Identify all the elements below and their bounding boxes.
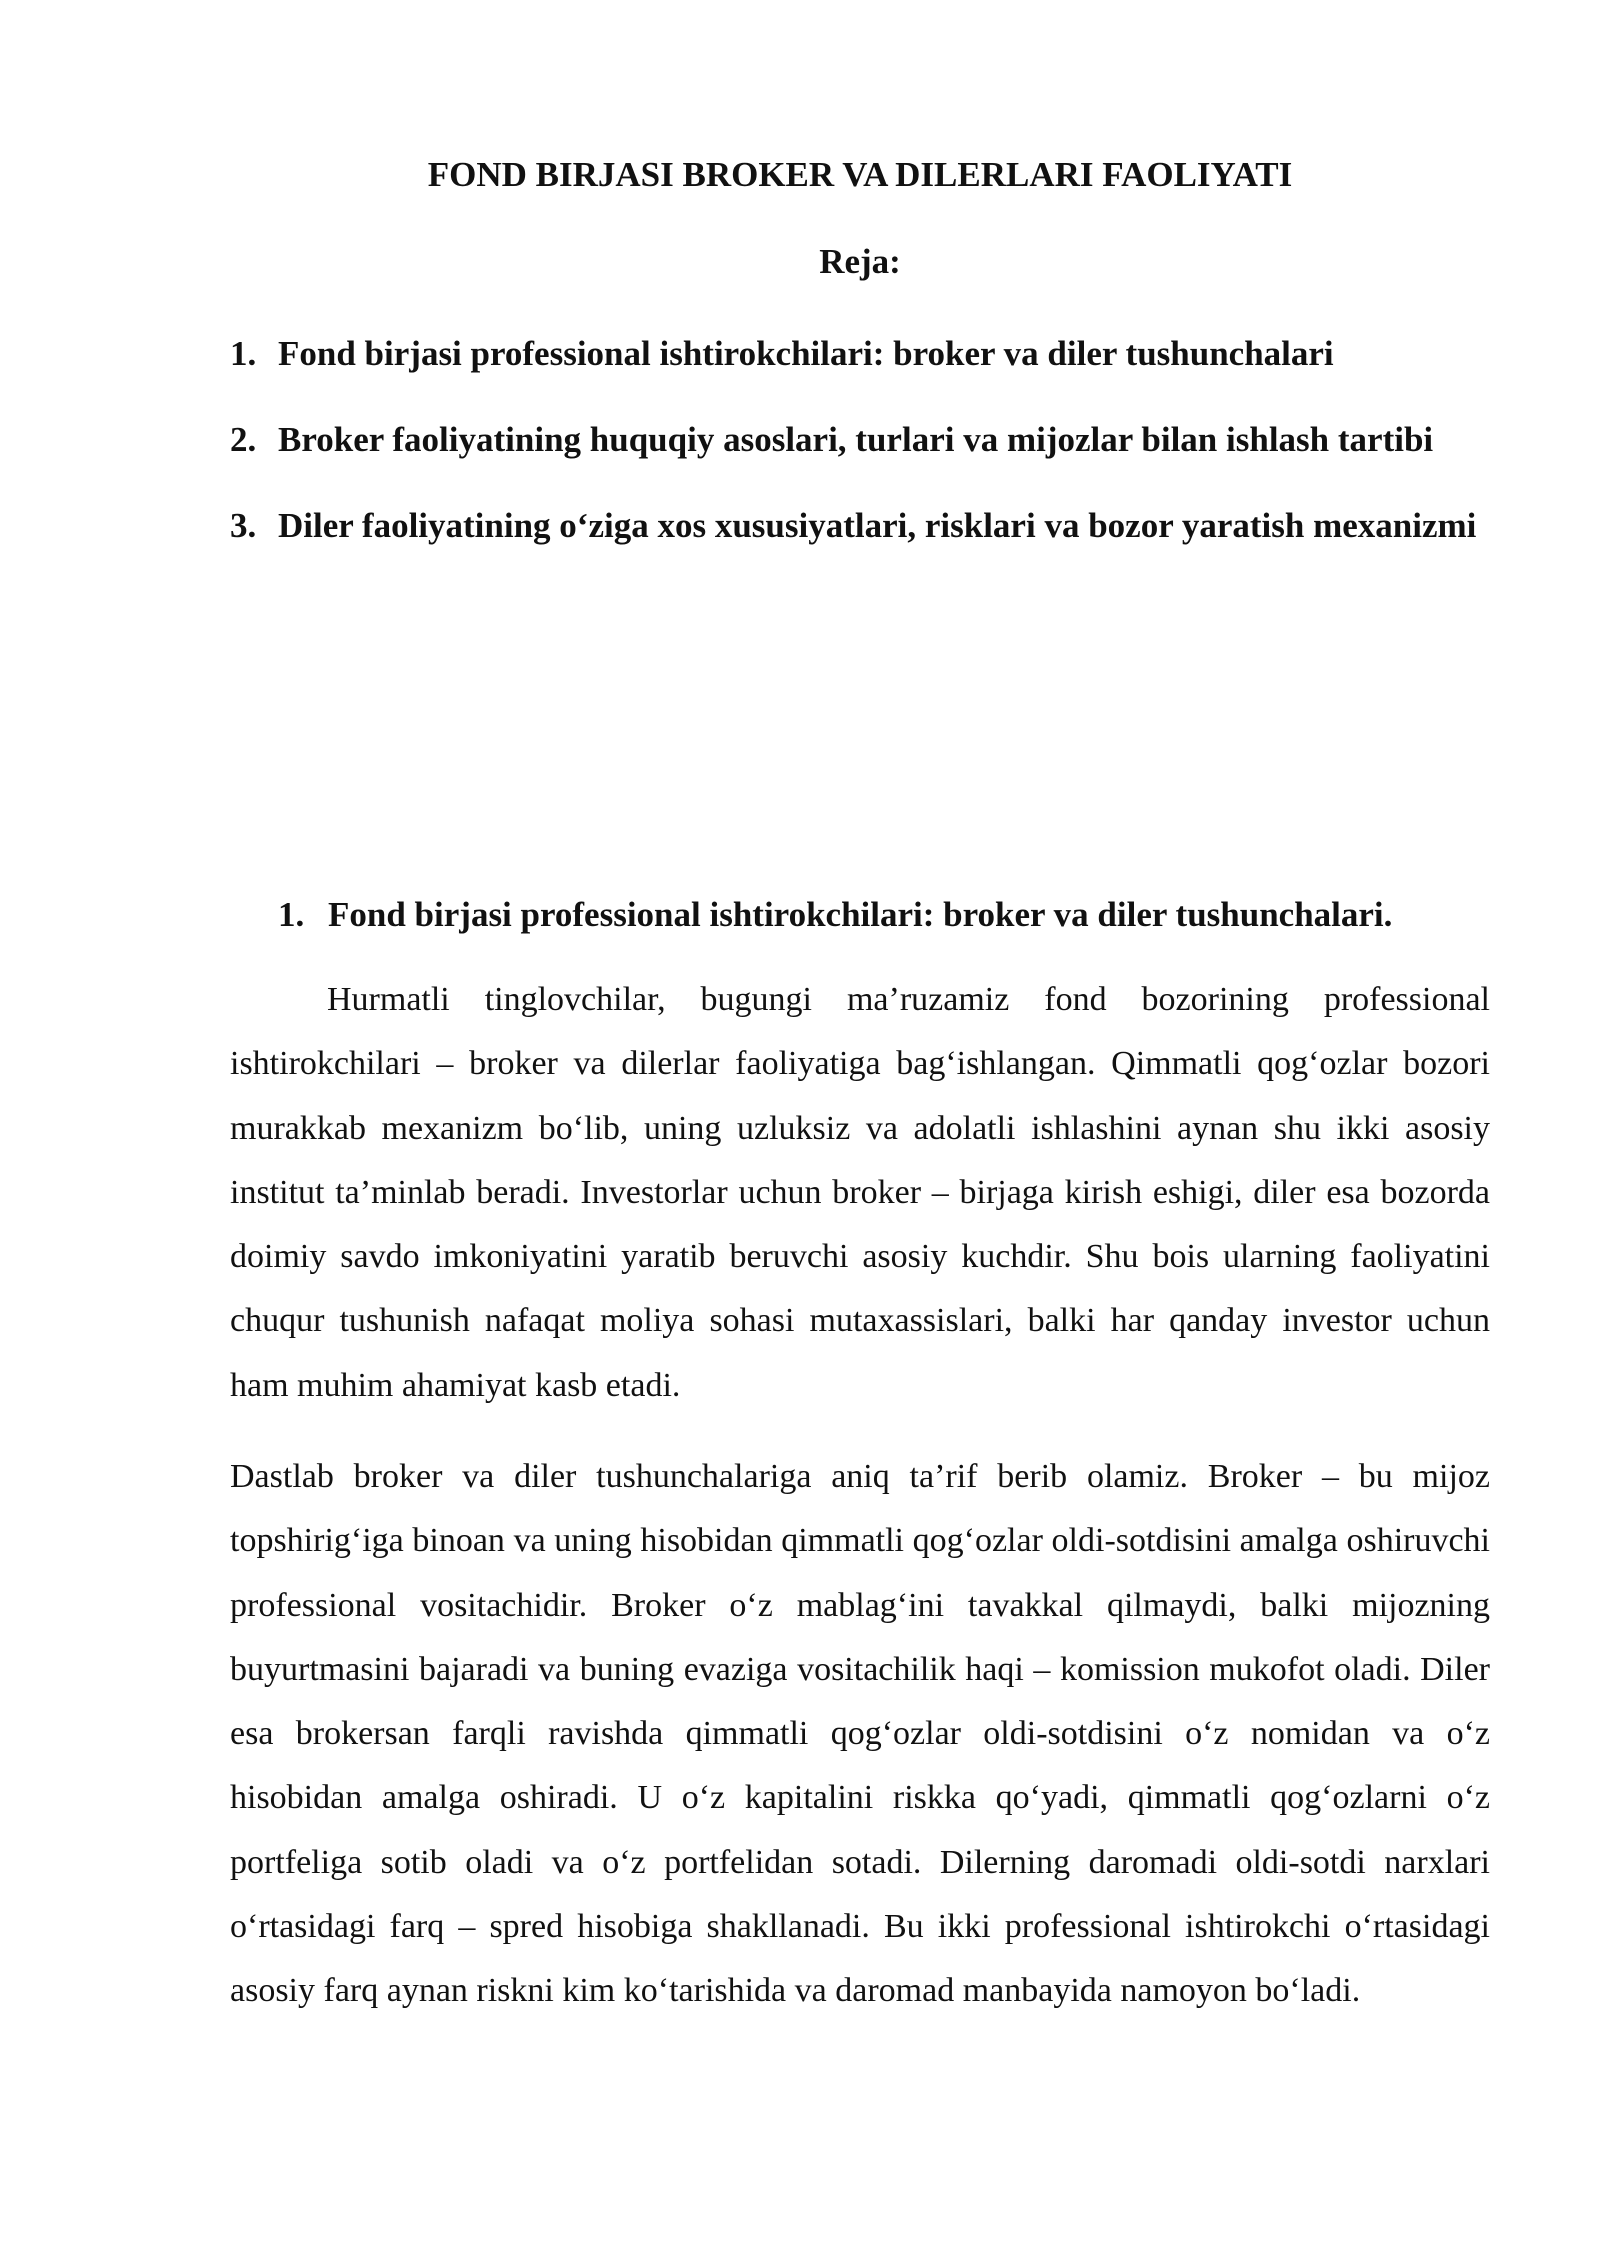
section-number: 1. <box>278 895 305 934</box>
plan-item-number: 3. <box>230 506 257 545</box>
plan-heading: Reja: <box>819 242 901 281</box>
plan-item-text: Diler faoliyatining o‘ziga xos xususiyatlari, risklari va bozor yaratish mexanizmi <box>278 506 1477 545</box>
plan-item-number: 2. <box>230 420 257 459</box>
section-title: Fond birjasi professional ishtirokchilari: broker va diler tushunchalari. <box>328 895 1393 934</box>
document-title: FOND BIRJASI BROKER VA DILERLARI FAOLIYATI <box>427 155 1293 194</box>
plan-item <box>230 494 1490 558</box>
plan-item-number: 1. <box>230 334 257 373</box>
plan-item <box>230 322 1490 386</box>
body-paragraph: Hurmatli tinglovchilar, bugungi ma’ruzamiz fond bozorining professional ishtirokchilari – broker va dilerlar faoliyatiga bag‘ishlangan. Qimmatli qog‘ozlar bozori murakkab mexanizm bo‘lib, uning uzluksiz va adolatli ishlashini aynan shu ikki asosiy institut ta’minlab beradi. Investorlar uchun broker – birjaga kirish eshigi, diler esa bozorda doimiy savdo imkoniyatini yaratib beruvchi asosiy kuchdir. Shu bois ularning faoliyatini chuqur tushunish nafaqat moliya sohasi mutaxassislari, balki har qanday investor uchun ham muhim ahamiyat kasb etadi. <box>230 981 1490 1404</box>
plan-item-text: Fond birjasi professional ishtirokchilari: broker va diler tushunchalari <box>278 334 1334 373</box>
plan-item-text: Broker faoliyatining huquqiy asoslari, turlari va mijozlar bilan ishlash tartibi <box>278 420 1434 459</box>
plan-item <box>230 408 1490 472</box>
body-paragraph: Dastlab broker va diler tushunchalariga aniq ta’rif berib olamiz. Broker – bu mijoz topshirig‘iga binoan va uning hisobidan qimmatli qog‘ozlar oldi-sotdisini amalga oshiruvchi professional vositachidir. Broker o‘z mablag‘ini tavakkal qilmaydi, balki mijozning buyurtmasini bajaradi va buning evaziga vositachilik haqi – komission mukofot oladi. Diler esa brokersan farqli ravishda qimmatli qog‘ozlar oldi-sotdisini o‘z nomidan va o‘z hisobidan amalga oshiradi. U o‘z kapitalini riskka qo‘yadi, qimmatli qog‘ozlarni o‘z portfeliga sotib oladi va o‘z portfelidan sotadi. Dilerning daromadi oldi-sotdi narxlari o‘rtasidagi farq – spred hisobiga shakllanadi. Bu ikki professional ishtirokchi o‘rtasidagi asosiy farq aynan riskni kim ko‘tarishida va daromad manbayida namoyon bo‘ladi. <box>230 1458 1490 2010</box>
section-heading <box>278 890 1498 940</box>
plan-list <box>230 322 1490 580</box>
